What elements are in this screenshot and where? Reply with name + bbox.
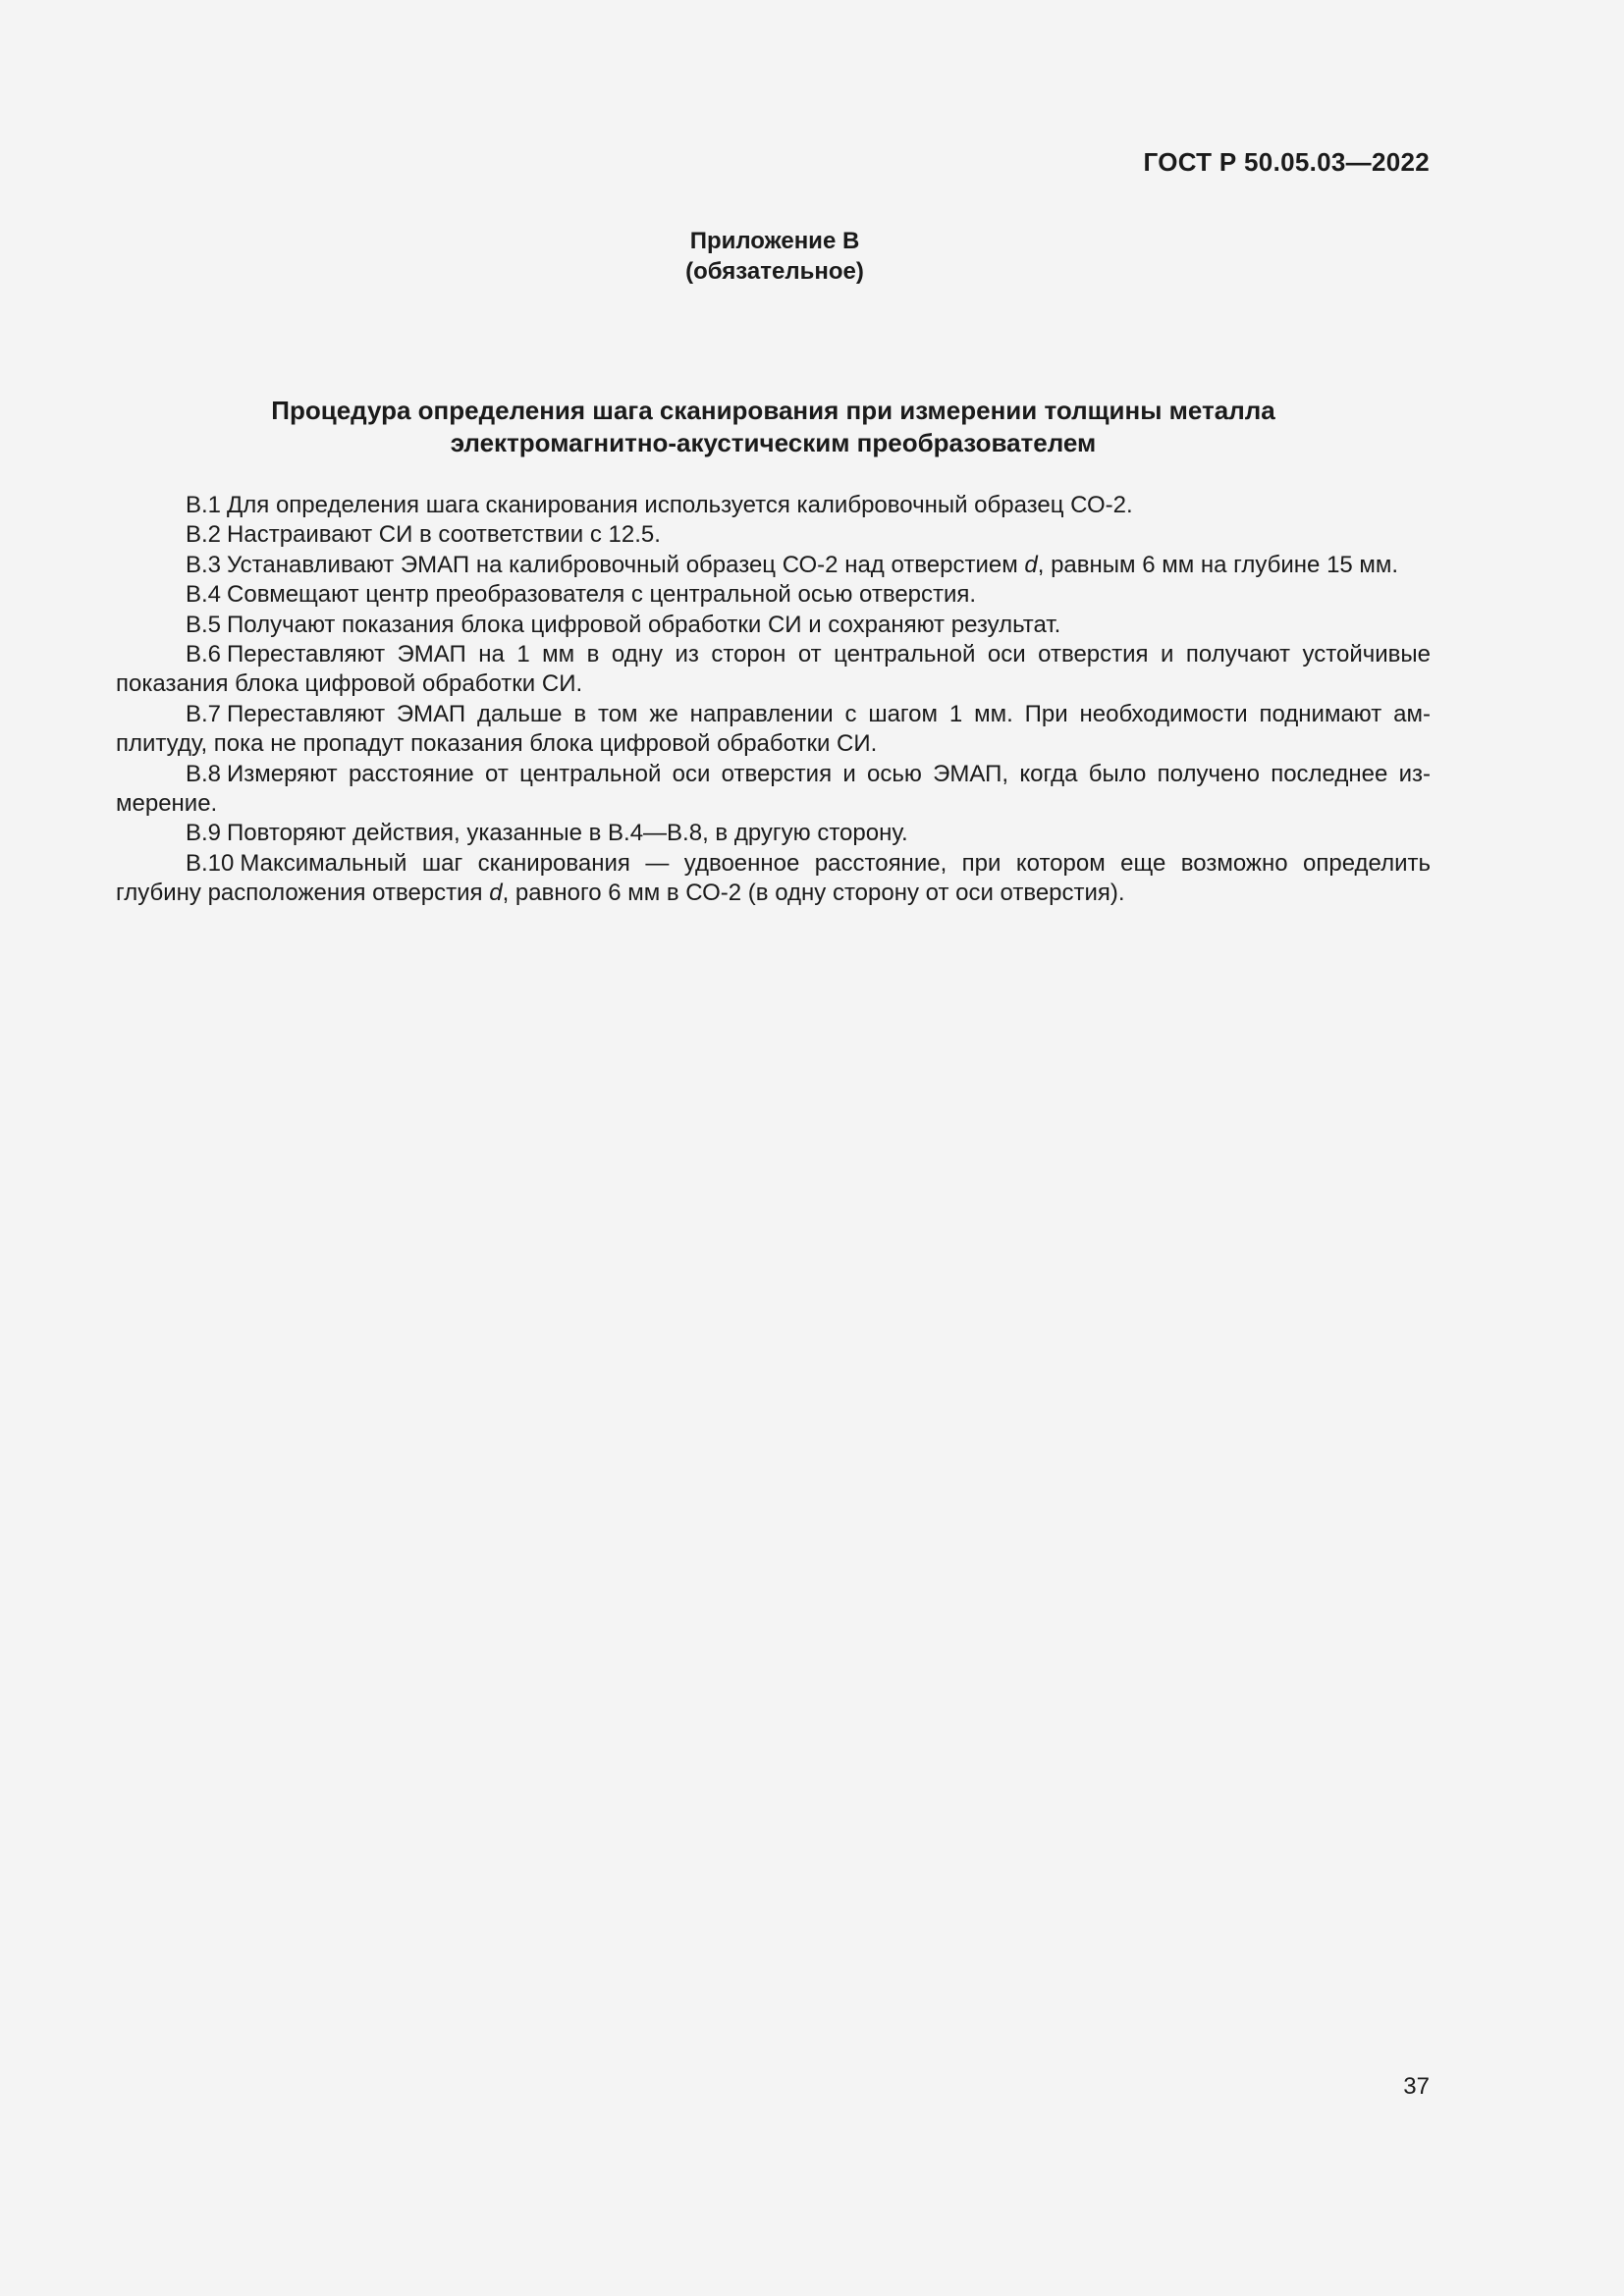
paragraph-b2 (116, 520, 1431, 550)
standard-designation: ГОСТ Р 50.05.03—2022 (1143, 147, 1430, 177)
paragraph-text: Настраивают СИ в соответствии с 12.5. (227, 521, 661, 549)
paragraph-text: Получают показания блока цифровой обработки СИ и сохраняют результат. (227, 611, 1061, 638)
paragraph-text-after: , равным 6 мм на глубине 15 мм. (1037, 551, 1399, 578)
paragraph-b10 (116, 849, 1431, 909)
paragraph-b9 (116, 819, 1431, 848)
paragraph-number: В.1 (186, 492, 222, 518)
paragraph-number: В.5 (186, 611, 222, 638)
paragraph-number: В.8 (186, 760, 222, 787)
paragraph-number: В.7 (186, 700, 222, 727)
paragraph-b3 (116, 551, 1431, 580)
paragraph-number: В.10 (186, 849, 235, 877)
paragraph-number: В.9 (186, 820, 222, 847)
appendix-label: Приложение В (689, 228, 860, 254)
paragraph-number: В.4 (186, 581, 222, 609)
paragraph-text: Переставляют ЭМАП дальше в том же направлении с шагом 1 мм. При необходимости поднимают амплитуду, пока не пропадут показания блока цифровой обработки СИ. (116, 700, 1431, 758)
paragraph-b4 (116, 580, 1431, 610)
section-title (116, 395, 1431, 459)
procedure-body (116, 491, 1431, 909)
paragraph-text-before: Максимальный шаг сканирования — удвоенное расстояние, при котором еще возможно определить глубину расположения отверстия (116, 849, 1431, 907)
paragraph-number: В.6 (186, 641, 222, 668)
paragraph-b1 (116, 491, 1431, 520)
variable-d: d (1024, 551, 1038, 578)
paragraph-text-after: , равного 6 мм в СО-2 (в одну сторону от оси отверстия). (502, 880, 1125, 907)
paragraph-text: Переставляют ЭМАП на 1 мм в одну из сторон от центральной оси отверстия и получают устойчивые показания блока цифровой обработки СИ. (116, 641, 1431, 698)
variable-d: d (489, 880, 503, 907)
paragraph-text: Для определения шага сканирования используется калибровочный образец СО-2. (227, 492, 1133, 518)
paragraph-b8 (116, 760, 1431, 820)
paragraph-b5 (116, 611, 1431, 640)
appendix-heading (0, 226, 1549, 287)
paragraph-text: Совмещают центр преобразователя с центральной осью отверстия. (227, 581, 977, 609)
paragraph-text: Измеряют расстояние от центральной оси отверстия и осью ЭМАП, когда было получено последнее измерение. (116, 760, 1431, 818)
paragraph-text-before: Устанавливают ЭМАП на калибровочный образец СО-2 над отверстием (227, 551, 1025, 578)
appendix-status: (обязательное) (685, 258, 864, 285)
section-title-line-1: Процедура определения шага сканирования при измерении толщины металла (271, 396, 1275, 425)
paragraph-number: В.2 (186, 521, 222, 549)
paragraph-b7 (116, 700, 1431, 760)
paragraph-number: В.3 (186, 551, 222, 578)
paragraph-b6 (116, 640, 1431, 700)
paragraph-text: Повторяют действия, указанные в В.4—В.8, в другую сторону. (227, 820, 908, 847)
page-number: 37 (1403, 2073, 1430, 2100)
section-title-line-2: электромагнитно-акустическим преобразователем (450, 428, 1097, 457)
